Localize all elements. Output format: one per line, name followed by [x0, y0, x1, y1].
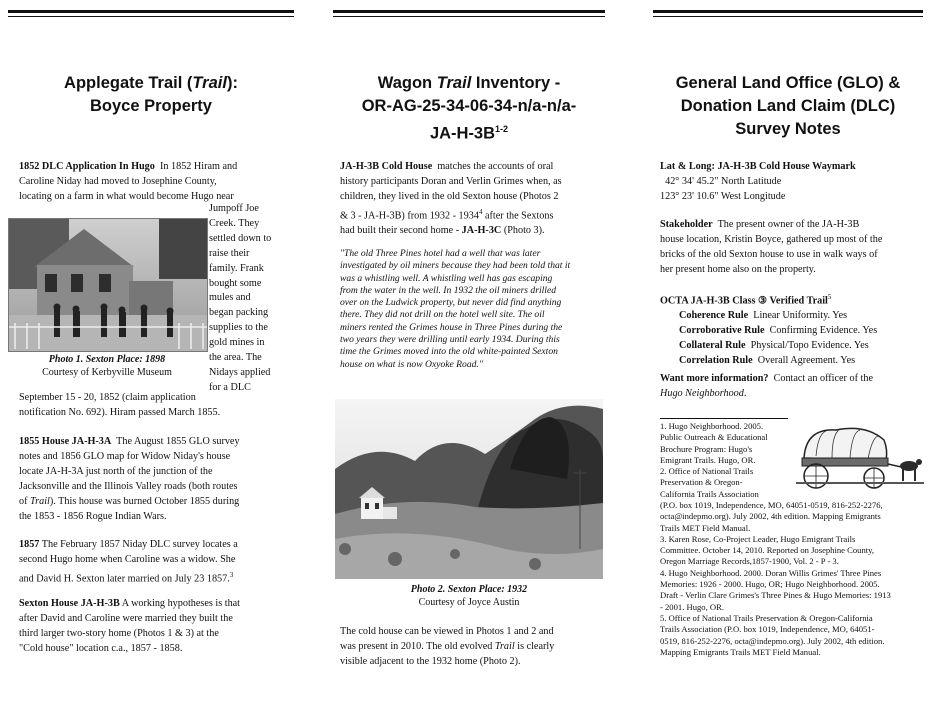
paragraph-cold-house: JA-H-3B Cold House matches the accounts of oral history participants Doran and Verlin Grimes when, as children, they lived in the old Sexton house (Photos 2 & 3 - JA-H-3B) from 1932 - 1934$^4$ after the Sextons had built their second home - JA-H-3C (Photo 3).	[340, 161, 562, 237]
paragraph-1852-tail: September 15 - 20, 1852 (claim application notification No. 692). Hiram passed March 1855.	[19, 392, 221, 418]
rule-coherence: Coherence Rule Linear Uniformity. Yes	[679, 310, 848, 322]
header-rule-thin	[653, 16, 923, 17]
photo-sexton-1898	[8, 218, 208, 352]
header-rule-thin	[333, 16, 605, 17]
photo-1-image	[9, 219, 207, 351]
wagon-icon	[796, 420, 924, 492]
covered-wagon-illustration	[796, 420, 924, 492]
photo-2-image	[335, 399, 603, 579]
paragraph-1857: 1857 The February 1857 Niday DLC survey locates a second Hugo home when Caroline was a widow. She and David H. Sexton later married on July 23 1857.$^3$	[19, 539, 238, 585]
photo-sexton-1932	[335, 399, 603, 579]
paragraph-1852: 1852 DLC Application In Hugo In 1852 Hiram and Caroline Niday had moved to Josephine County, locating on a farm in what would become Hugo near	[19, 161, 238, 202]
footnotes-narrow: 1. Hugo Neighborhood. 2005. Public Outreach & Educational Brochure Program: Hugo's Emigrant Trails. Hugo, OR. 2. Office of National Trails Preservation & Oregon- California Trails Association	[660, 421, 768, 499]
paragraph-1852-wrap: Jumpoff Joe Creek. They settled down to raise their family. Frank bought some mules and began packing supplies to the gold mines in the area. The Nidays applied for a DLC	[209, 203, 272, 393]
header-rule-thin	[8, 16, 294, 17]
grimes-quote: "The old Three Pines hotel had a well that was later investigated by oil miners because they had been told that it was a whistling well. A whistling well has gas escaping from the water in the well. In 1932 the oil miners drilled over on the Ludwick property, but never did find anything there. They did not drill on the hotel well site. The oil miners rented the Grimes house in Three Pines during the two years they were drilling until early 1934. During this time the Grimes moved into the old white-painted Sexton house on what is now Oxyoke Road."	[340, 248, 571, 370]
header-rule	[333, 10, 605, 13]
column-wagon-inventory	[333, 0, 605, 716]
header-rule	[653, 10, 923, 13]
rule-collateral: Collateral Rule Physical/Topo Evidence. Yes	[679, 340, 869, 352]
inventory-title: Wagon Trail Inventory - OR-AG-25-34-06-34-n/a-n/a- $JA-H-3B^{1-2}$	[361, 74, 577, 143]
rule-correlation: Correlation Rule Overall Agreement. Yes	[679, 355, 856, 367]
paragraph-cold-house-view: The cold house can be viewed in Photos 1 and 2 and was present in 2010. The old evolved Trail is clearly visible adjacent to the 1932 home (Photo 2).	[340, 626, 555, 667]
paragraph-1855: 1855 House JA-H-3A The August 1855 GLO survey notes and 1856 GLO map for Widow Niday's house locate JA-H-3A just north of the junction of the Jacksonville and the Illinois Valley roads (both routes of Trail). This house was burned October 1855 during the 1853 - 1856 Rogue Indian Wars.	[19, 436, 240, 522]
footnote-rule	[660, 418, 788, 419]
column-applegate	[8, 0, 294, 716]
page-title: Applegate Trail (Trail): Boyce Property	[64, 74, 238, 115]
photo-2-caption: Photo 2. Sexton Place: 1932 Courtesy of Joyce Austin	[410, 584, 528, 608]
column-glo-survey	[653, 0, 923, 716]
stakeholder-block: Stakeholder The present owner of the JA-H-3B house location, Kristin Boyce, gathered up most of the bricks of the old Sexton house to use in walk ways of her present home also on the property.	[660, 219, 883, 275]
photo-1-caption: Photo 1. Sexton Place: 1898 Courtesy of Kerbyville Museum	[42, 354, 172, 378]
lat-long-block: Lat & Long: JA-H-3B Cold House Waymark 42° 34' 45.2" North Latitude 123° 23' 10.6" West Longitude	[660, 161, 856, 202]
paragraph-sexton-house: Sexton House JA-H-3B A working hypotheses is that after David and Caroline were married they built the third larger two-story home (Photos 1 & 3) at the "Cold house" location c.a., 1857 - 1858.	[19, 598, 241, 654]
header-rule	[8, 10, 294, 13]
more-info-block: Want more information? Contact an officer of the Hugo Neighborhood.	[660, 373, 873, 399]
glo-title: General Land Office (GLO) & Donation Land Claim (DLC) Survey Notes	[675, 74, 901, 138]
octa-block: OCTA JA-H-3B Class ③ Verified Trail$^5$ Coherence Rule Linear Uniformity. Yes Corroborative Rule Confirming Evidence. Yes Collateral Rule Physical/Topo Evidence. Yes Correlation Rule Overall Agreement. Yes	[660, 290, 923, 369]
rule-corroborative: Corroborative Rule Confirming Evidence. Yes	[679, 325, 878, 337]
footnotes-wide: (P.O. box 1019, Independence, MO, 64051-0519, 816-252-2276, octa@indepmo.org). July 2002, 4th edition. Mapping Emigrants Trails MET Field Manual. 3. Karen Rose, Co-Project Leader, Hugo Emigrant Trails Committee. October 14, 2010. Reported on Josephine County, Oregon Marriage Records,1857-1900, Vol. 2 - P - 3. 4. Hugo Neighborhood. 2000. Doran Willis Grimes' Three Pines Memories: 1926 - 2000. Hugo, OR; Hugo Neighborhood. 2005. Draft - Verlin Clare Grimes's Three Pines & Hugo Memories: 1913 - 2001. Hugo, OR. 5. Office of National Trails Preservation & Oregon-California Trails Association (P.O. box 1019, Independence, MO, 64051- 0519, 816-252-2276, octa@indepmo.org). July 2002, 4th edition. Mapping Emigrants Trails MET Field Manual.	[660, 500, 891, 657]
